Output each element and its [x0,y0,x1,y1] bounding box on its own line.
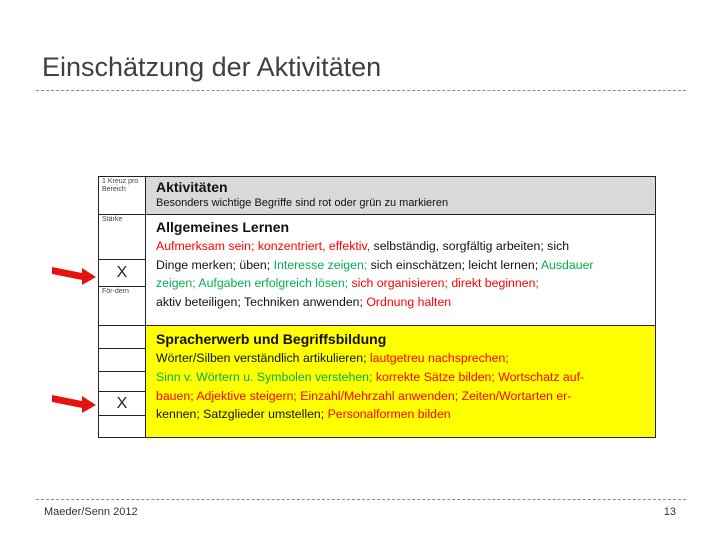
title-divider [36,90,686,91]
text-line [156,256,645,275]
section-allgemeines-lernen [146,215,655,326]
page-number: 13 [663,506,676,518]
text-segment: korrekte Sätze bilden; Wortschatz auf- [372,369,585,384]
slide-title: Einschätzung der Aktivitäten [42,52,382,82]
text-line [156,293,645,312]
rating-header: 1 Kreuz pro Bereich [99,177,145,215]
text-line [156,237,645,256]
text-segment: Sinn v. Wörtern u. Symbolen verstehen; [156,369,373,384]
foerdern-label: För-dern [99,287,145,326]
section-title: Allgemeines Lernen [156,219,290,235]
staerke-x-mark: X [99,260,145,287]
text-line [156,405,645,424]
footer-author: Maeder/Senn 2012 [44,506,138,518]
text-segment: kennen; Satzglieder umstellen; [156,407,328,422]
section-title: Spracherwerb und Begriffsbildung [156,331,387,347]
text-segment: bauen; Adjektive steigern; Einzahl/Mehrzahl anwenden; Zeiten/Wortarten er- [156,388,572,403]
red-arrow-icon [50,392,100,414]
text-line [156,274,645,293]
text-segment: aktiv beteiligen; Techniken anwenden; [156,294,367,309]
text-segment: Aufmerksam sein; konzentriert, effektiv, [156,239,371,253]
text-line [156,387,645,406]
rating-cell-empty [99,326,145,349]
rating-cell-empty [99,416,145,438]
section-spracherwerb [146,326,655,437]
text-segment: sich einschätzen; leicht lernen; [367,257,541,272]
activities-table [98,176,656,438]
foerdern-x-mark: X [99,392,145,416]
text-segment: zeigen; Aufgaben erfolgreich lösen; [156,276,349,291]
text-segment: Interesse zeigen; [273,257,368,272]
text-line [156,349,645,368]
footer-divider [36,499,686,500]
section-text [156,349,645,424]
text-line [156,368,645,387]
red-arrow-icon [50,264,100,286]
section-text [156,237,645,311]
text-segment: Wörter/Silben verständlich artikulieren; [156,351,367,365]
activities-header [146,177,655,215]
text-segment: Ausdauer [540,257,594,272]
text-segment: lautgetreu nachsprechen; [366,351,509,365]
staerke-label: Stärke [99,215,145,260]
text-segment: sich organisieren; direkt beginnen; [348,276,539,291]
text-segment: selbständig, sorgfältig arbeiten; sich [370,239,570,253]
activities-header-title: Aktivitäten [156,179,228,195]
text-segment: Dinge merken; üben; [156,257,274,272]
rating-cell-empty [99,349,145,372]
activities-header-subtitle: Besonders wichtige Begriffe sind rot oder grün zu markieren [156,197,449,209]
activities-column [146,177,655,437]
rating-cell-empty [99,372,145,392]
text-segment: Personalformen bilden [327,407,451,422]
rating-column [99,177,146,437]
text-segment: Ordnung halten [366,294,452,309]
